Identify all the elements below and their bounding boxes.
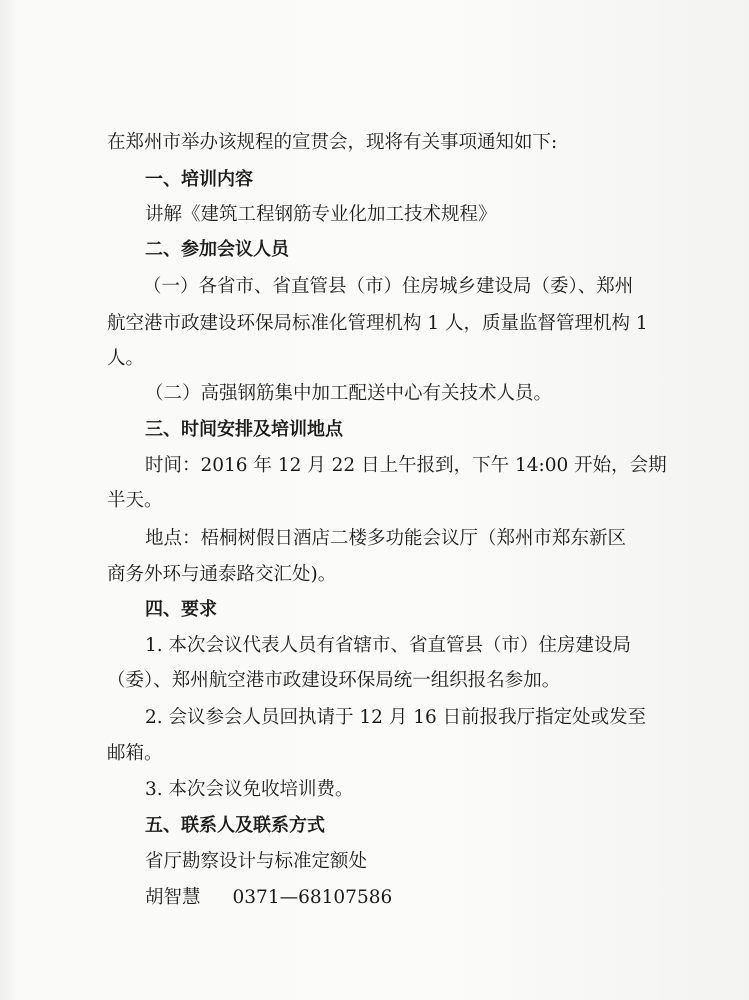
requirement-1-line1: 1. 本次会议代表人员有省辖市、省直管县（市）住房建设局 xyxy=(145,635,632,656)
requirement-3: 3. 本次会议免收培训费。 xyxy=(145,779,354,800)
contact-line xyxy=(145,889,392,908)
intro-text: 在郑州市举办该规程的宣贯会，现将有关事项通知如下: xyxy=(107,132,558,153)
requirement-1-line2: （委）、郑州航空港市政建设环保局统一组织报名参加。 xyxy=(107,670,561,691)
contact-department: 省厅勘察设计与标准定额处 xyxy=(145,851,368,872)
place-line1: 地点：梧桐树假日酒店二楼多功能会议厅（郑州市郑东新区 xyxy=(145,528,627,549)
contact-name: 胡智慧 xyxy=(145,887,201,908)
contact-phone: 0371—68107586 xyxy=(232,887,393,908)
place-line2: 商务外环与通泰路交汇处)。 xyxy=(107,564,337,585)
attendees-p1-line3: 人。 xyxy=(107,348,145,369)
section-2-heading: 二、参加会议人员 xyxy=(145,239,289,260)
requirement-2-line1: 2. 会议参会人员回执请于 12 月 16 日前报我厅指定处或发至 xyxy=(145,707,647,728)
requirement-2-line2: 邮箱。 xyxy=(107,743,163,764)
time-line1: 时间：2016 年 12 月 22 日上午报到，下午 14:00 开始，会期 xyxy=(145,455,667,476)
attendees-p1-line2: 航空港市政建设环保局标准化管理机构 1 人，质量监督管理机构 1 xyxy=(107,313,648,334)
attendees-p1-line1: （一）各省市、省直管县（市）住房城乡建设局（委）、郑州 xyxy=(143,276,634,297)
section-1-content: 讲解《建筑工程钢筋专业化加工技术规程》 xyxy=(145,204,497,225)
section-4-heading: 四、要求 xyxy=(145,599,217,620)
time-line2: 半天。 xyxy=(107,490,163,511)
section-3-heading: 三、时间安排及培训地点 xyxy=(145,419,343,440)
attendees-p2: （二）高强钢筋集中加工配送中心有关技术人员。 xyxy=(145,383,553,404)
section-1-heading: 一、培训内容 xyxy=(145,169,253,190)
section-5-heading: 五、联系人及联系方式 xyxy=(145,815,325,836)
